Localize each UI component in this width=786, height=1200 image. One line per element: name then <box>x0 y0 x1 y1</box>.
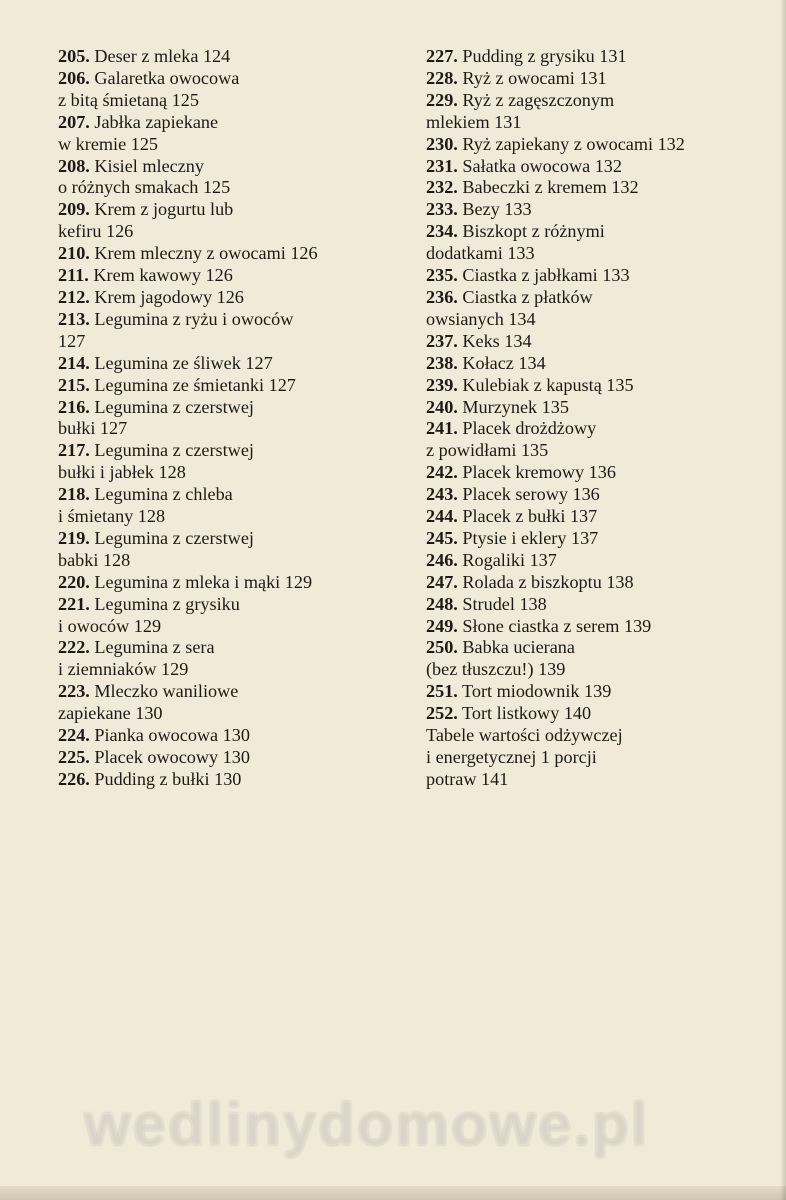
entry-title: Legumina z czerstwej babki 128 <box>58 527 254 570</box>
toc-entry <box>426 462 776 484</box>
entry-number: 223. <box>58 681 90 702</box>
toc-entry <box>426 353 776 375</box>
toc-entry <box>426 177 776 199</box>
entry-title: Mleczko waniliowe zapiekane 130 <box>58 681 239 724</box>
toc-entry <box>58 440 398 484</box>
entry-number: 219. <box>58 527 90 548</box>
entry-number: 250. <box>426 637 458 658</box>
toc-entry <box>58 769 398 791</box>
entry-number: 241. <box>426 418 458 439</box>
entry-title: Kisiel mleczny o różnych smakach 125 <box>58 155 231 198</box>
entry-title: Pudding z grysiku 131 <box>462 46 627 66</box>
toc-entry <box>426 331 776 353</box>
entry-title: Rogaliki 137 <box>462 549 557 570</box>
entry-number: 240. <box>426 396 458 417</box>
toc-entry <box>58 199 398 243</box>
entry-number: 242. <box>426 462 458 483</box>
entry-number: 246. <box>426 549 458 570</box>
toc-entry <box>426 397 776 419</box>
entry-title: Kulebiak z kapustą 135 <box>462 374 634 395</box>
entry-title: Biszkopt z różnymi dodatkami 133 <box>426 221 605 264</box>
entry-title: Legumina ze śliwek 127 <box>94 352 273 373</box>
entry-title: Legumina z czerstwej bułki i jabłek 128 <box>58 440 254 483</box>
entry-number: 229. <box>426 89 458 110</box>
entry-number: 233. <box>426 199 458 220</box>
toc-entry <box>58 637 398 681</box>
entry-number: 212. <box>58 286 90 307</box>
entry-number: 228. <box>426 67 458 88</box>
entry-title: Ciastka z jabłkami 133 <box>462 265 630 286</box>
toc-entry <box>58 309 398 353</box>
entry-number: 239. <box>426 374 458 395</box>
toc-entry <box>426 134 776 156</box>
entry-title: Placek kremowy 136 <box>462 462 616 483</box>
entry-number: 252. <box>426 703 458 724</box>
entry-title: Legumina z ryżu i owoców 127 <box>58 308 294 351</box>
toc-entry <box>426 90 776 134</box>
entry-number: 230. <box>426 133 458 154</box>
toc-entry <box>426 46 776 68</box>
entry-number: 206. <box>58 67 90 88</box>
entry-title: Krem z jogurtu lub kefiru 126 <box>58 199 234 242</box>
toc-entry <box>426 572 776 594</box>
entry-number: 220. <box>58 571 90 592</box>
toc-entry <box>426 703 776 725</box>
entry-number: 234. <box>426 221 458 242</box>
toc-entry <box>426 199 776 221</box>
toc-entry <box>58 353 398 375</box>
entry-number: 227. <box>426 46 458 66</box>
toc-entry <box>426 681 776 703</box>
toc-entry <box>426 528 776 550</box>
entry-title: Krem mleczny z owocami 126 <box>94 243 318 264</box>
entry-number: 243. <box>426 484 458 505</box>
watermark: wedlinydomowe.pl <box>84 1091 650 1158</box>
entry-title: Legumina ze śmietanki 127 <box>94 374 296 395</box>
toc-entry <box>58 243 398 265</box>
entry-number: 226. <box>58 768 90 789</box>
entry-title: Legumina z sera i ziemniaków 129 <box>58 637 215 680</box>
entry-number: 207. <box>58 111 90 132</box>
entry-title: Rolada z biszkoptu 138 <box>462 571 634 592</box>
entry-number: 218. <box>58 484 90 505</box>
entry-number: 215. <box>58 374 90 395</box>
toc-entry <box>426 375 776 397</box>
entry-title: Ryż z zagęszczonym mlekiem 131 <box>426 89 615 132</box>
entry-number: 225. <box>58 747 90 767</box>
entry-number: 235. <box>426 265 458 286</box>
toc-entry <box>58 594 398 638</box>
toc-column-right <box>426 46 776 791</box>
entry-title: Legumina z chleba i śmietany 128 <box>58 484 233 527</box>
toc-entry <box>58 112 398 156</box>
entry-title: Kołacz 134 <box>462 352 546 373</box>
entry-title: Tabele wartości odżywczej i energetycznej 1 porcji potraw 141 <box>426 725 623 789</box>
entry-title: Placek serowy 136 <box>462 484 600 505</box>
entry-title: Bezy 133 <box>462 199 532 220</box>
toc-entry <box>426 594 776 616</box>
entry-title: Pianka owocowa 130 <box>94 725 250 746</box>
toc-entry <box>58 287 398 309</box>
entry-number: 221. <box>58 593 90 614</box>
entry-title: Ptysie i eklery 137 <box>462 527 599 548</box>
toc-entry <box>426 68 776 90</box>
entry-number: 214. <box>58 352 90 373</box>
entry-title: Tort listkowy 140 <box>462 703 592 724</box>
page-right-shadow <box>780 0 786 1200</box>
entry-title: Jabłka zapiekane w kremie 125 <box>58 111 219 154</box>
toc-entry <box>58 397 398 441</box>
page-bottom-edge <box>0 1186 786 1200</box>
entry-title: Sałatka owocowa 132 <box>462 155 622 176</box>
entry-title: Krem kawowy 126 <box>93 265 233 286</box>
entry-title: Legumina z czerstwej bułki 127 <box>58 396 254 439</box>
entry-title: Placek z bułki 137 <box>462 506 598 527</box>
toc-entry <box>58 747 398 769</box>
toc-entry <box>426 550 776 572</box>
entry-number: 222. <box>58 637 90 658</box>
entry-title: Legumina z grysiku i owoców 129 <box>58 593 240 636</box>
toc-entry <box>426 484 776 506</box>
entry-title: Ciastka z płatków owsianych 134 <box>426 286 593 329</box>
toc-entry <box>58 484 398 528</box>
toc-entry <box>426 725 776 791</box>
entry-number: 217. <box>58 440 90 461</box>
toc-entry <box>426 287 776 331</box>
toc-entry <box>58 725 398 747</box>
entry-title: Tort miodownik 139 <box>462 681 612 702</box>
entry-number: 248. <box>426 593 458 614</box>
entry-title: Placek owocowy 130 <box>94 747 250 767</box>
entry-title: Murzynek 135 <box>462 396 569 417</box>
entry-number: 247. <box>426 571 458 592</box>
toc-entry <box>58 156 398 200</box>
entry-number: 249. <box>426 615 458 636</box>
entry-title: Pudding z bułki 130 <box>94 768 242 789</box>
entry-number: 238. <box>426 352 458 373</box>
entry-number: 251. <box>426 681 458 702</box>
toc-entry <box>426 637 776 681</box>
toc-entry <box>58 265 398 287</box>
entry-title: Słone ciastka z serem 139 <box>462 615 652 636</box>
toc-column-left <box>58 46 398 791</box>
entry-title: Ryż z owocami 131 <box>462 67 607 88</box>
entry-number: 231. <box>426 155 458 176</box>
entry-number: 224. <box>58 725 90 746</box>
entry-number: 236. <box>426 286 458 307</box>
toc-entry <box>58 681 398 725</box>
toc-entry <box>58 46 398 68</box>
entry-number: 211. <box>58 265 89 286</box>
entry-title: Deser z mleka 124 <box>94 46 231 66</box>
entry-number: 245. <box>426 527 458 548</box>
toc-entry <box>426 418 776 462</box>
entry-title: Strudel 138 <box>462 593 547 614</box>
entry-title: Galaretka owocowa z bitą śmietaną 125 <box>58 67 240 110</box>
toc-entry <box>426 221 776 265</box>
entry-title: Keks 134 <box>462 330 532 351</box>
entry-title: Babka ucierana (bez tłuszczu!) 139 <box>426 637 575 680</box>
entry-number: 244. <box>426 506 458 527</box>
entry-title: Ryż zapiekany z owocami 132 <box>462 133 685 154</box>
toc-entry <box>426 265 776 287</box>
entry-number: 213. <box>58 308 90 329</box>
toc-entry <box>426 506 776 528</box>
entry-number: 210. <box>58 243 90 264</box>
entry-number: 205. <box>58 46 90 66</box>
toc-entry <box>58 572 398 594</box>
toc-entry <box>58 528 398 572</box>
entry-number: 208. <box>58 155 90 176</box>
entry-number: 237. <box>426 330 458 351</box>
entry-number: 209. <box>58 199 90 220</box>
entry-title: Placek drożdżowy z powidłami 135 <box>426 418 597 461</box>
toc-entry <box>426 156 776 178</box>
entry-title: Babeczki z kremem 132 <box>462 177 639 198</box>
entry-title: Legumina z mleka i mąki 129 <box>94 571 313 592</box>
toc-entry <box>58 68 398 112</box>
entry-title: Krem jagodowy 126 <box>94 286 244 307</box>
entry-number: 232. <box>426 177 458 198</box>
toc-entry <box>426 616 776 638</box>
toc-entry <box>58 375 398 397</box>
entry-number: 216. <box>58 396 90 417</box>
